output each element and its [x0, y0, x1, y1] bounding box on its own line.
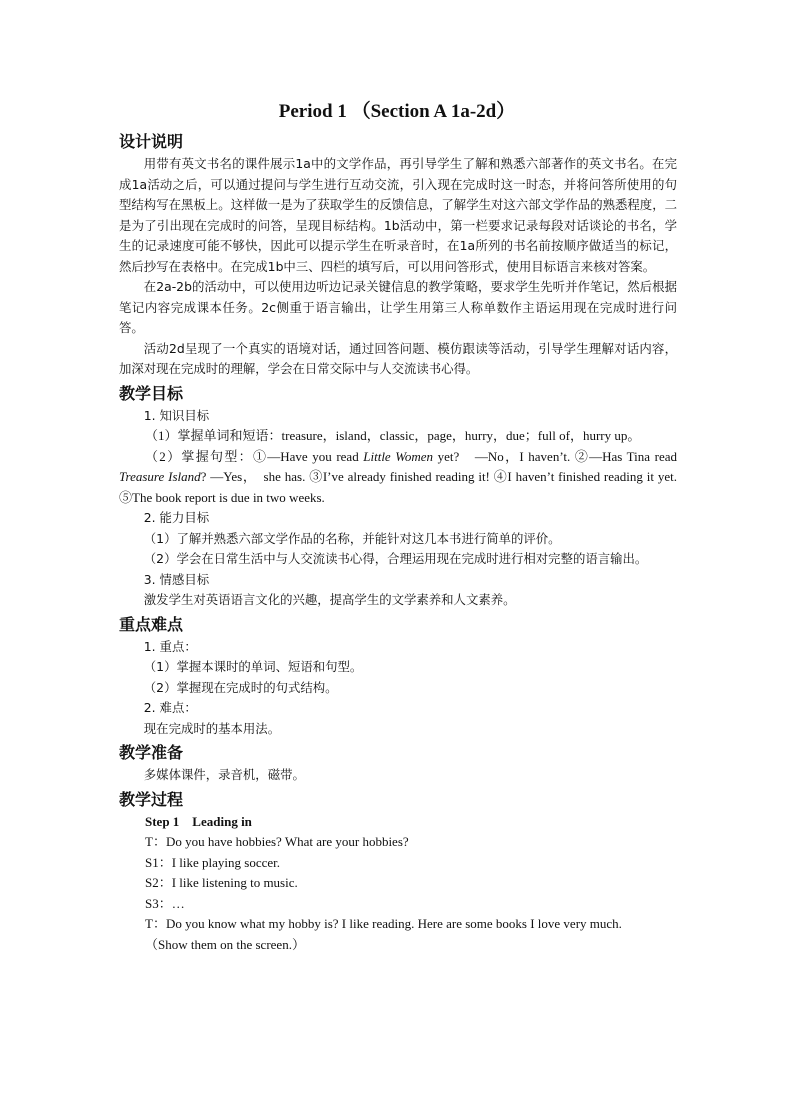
dialogue-line-4: S3：… [145, 895, 185, 911]
dialogue-line-1: T：Do you have hobbies? What are your hobbies? [145, 834, 409, 849]
difficulty-1: 现在完成时的基本用法。 [143, 720, 281, 736]
section-heading-keypoints: 重点难点 [119, 614, 184, 634]
knowledge-goal-title: 1. 知识目标 [143, 407, 210, 423]
section-heading-prep: 教学准备 [119, 743, 184, 762]
sentence-part: ? —Yes， she has. ③I’ve already finished reading it! ④I haven’t finished reading it yet. ⑤The book report is due in two weeks. [119, 469, 678, 505]
knowledge-goal-1: （1）掌握单词和短语：treasure，island，classic，page，hurry，due；full of，hurry up。 [145, 428, 641, 443]
sentence-part: （2）掌握句型：①—Have you read [145, 448, 364, 464]
design-paragraph-2: 在2a-2b的活动中，可以使用边听边记录关键信息的教学策略，要求学生先听并作笔记，然后根据笔记内容完成课本任务。2c侧重于语言输出，让学生用第三人称单数作主语运用现在完成时进行问答。 [119, 279, 677, 335]
page-title: Period 1 （Section A 1a-2d） [278, 101, 516, 122]
difficulty-title: 2. 难点： [143, 700, 197, 715]
emotion-goal-1: 激发学生对英语语言文化的兴趣，提高学生的文学素养和人文素养。 [143, 592, 516, 607]
design-paragraph-3: 活动2d呈现了一个真实的语境对话，通过回答问题、模仿跟读等活动，引导学生理解对话内容，加深对现在完成时的理解，学会在日常交际中与人交流读书心得。 [119, 340, 677, 376]
prep-text: 多媒体课件，录音机，磁带。 [143, 767, 305, 782]
key-point-1: （1）掌握本课时的单词、短语和句型。 [143, 659, 363, 674]
sentence-part: yet? —No，I haven’t. ②—Has Tina read [433, 448, 677, 464]
key-point-title: 1. 重点： [143, 638, 197, 654]
design-paragraph-1: 用带有英文书名的课件展示1a中的文学作品，再引导学生了解和熟悉六部著作的英文书名。在完成1a活动之后，可以通过提问与学生进行互动交流，引入现在完成时这一时态，并将问答所使用的句型结构写在黑板上。这样做一是为了获取学生的反馈信息，了解学生对这六部文学作品的熟悉程度，二是为了引出现在完成时的问答，呈现目标结构。1b活动中，第一栏要求记录每段对话谈论的书名，学生的记录速度可能不够快，因此可以提示学生在听录音时，在1a所列的书名前按顺序做适当的标记，然后抄写在表格中。在完成1b中三、四栏的填写后，可以用问答形式，使用目标语言来核对答案。 [119, 156, 677, 274]
emotion-goal-title: 3. 情感目标 [143, 571, 210, 587]
key-point-2: （2）掌握现在完成时的句式结构。 [143, 679, 338, 695]
section-heading-process: 教学过程 [119, 789, 184, 809]
ability-goal-1: （1）了解并熟悉六部文学作品的名称，并能针对这几本书进行简单的评价。 [143, 530, 561, 546]
dialogue-line-3: S2：I like listening to music. [145, 875, 298, 890]
book-title-little-women: Little Women [363, 448, 434, 464]
dialogue-line-5: T：Do you know what my hobby is? I like reading. Here are some books I love very much. [145, 916, 622, 931]
book-title-treasure-island: Treasure Island [119, 469, 201, 484]
dialogue-line-6: （Show them on the screen.） [145, 936, 305, 952]
ability-goal-2: （2）学会在日常生活中与人交流读书心得，合理运用现在完成时进行相对完整的语言输出。 [143, 551, 648, 566]
section-heading-design: 设计说明 [119, 132, 184, 151]
step-1-title: Step 1 Leading in [145, 813, 252, 829]
dialogue-line-2: S1：I like playing soccer. [145, 854, 281, 870]
section-heading-goals: 教学目标 [119, 383, 184, 403]
document-body [119, 128, 677, 955]
ability-goal-title: 2. 能力目标 [143, 510, 210, 525]
knowledge-goal-2 [119, 447, 677, 509]
